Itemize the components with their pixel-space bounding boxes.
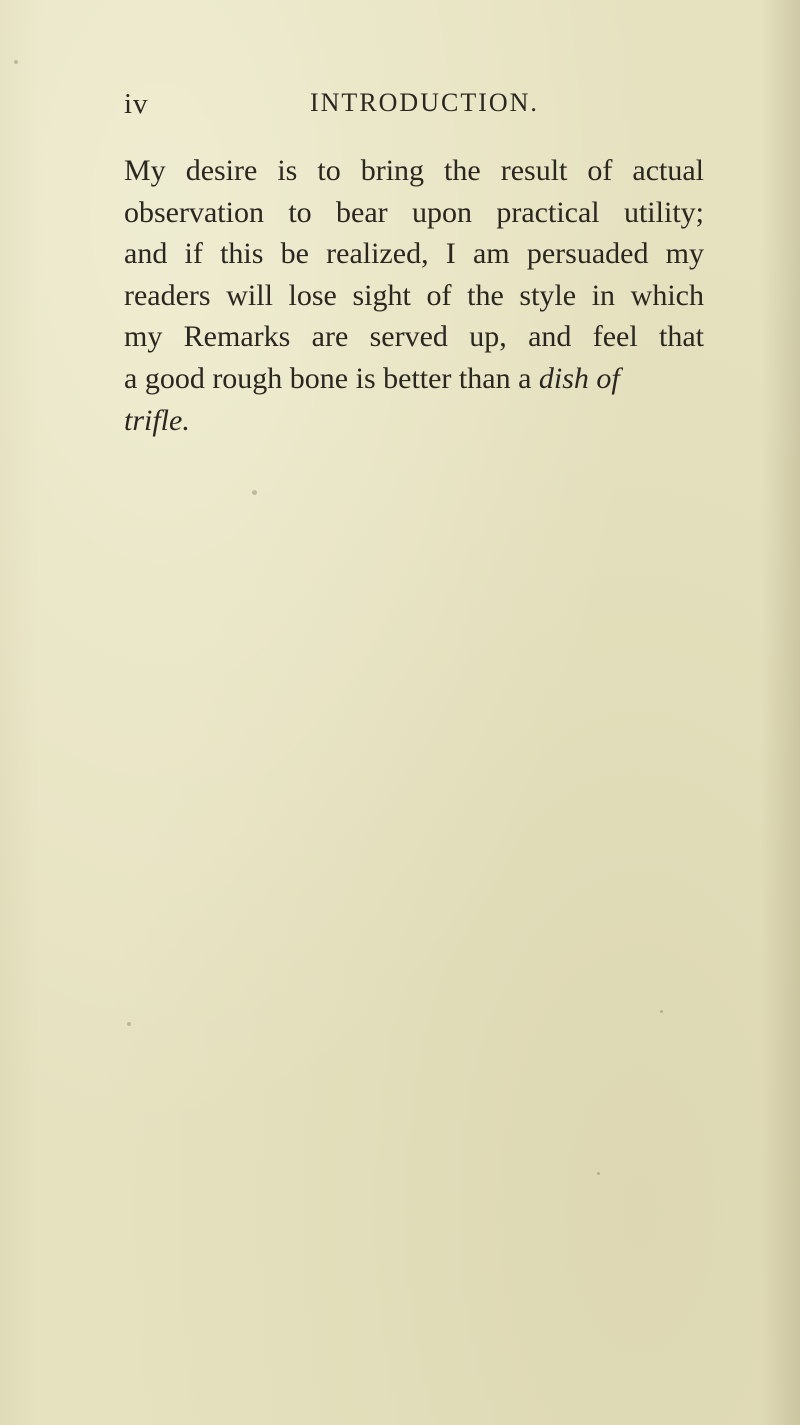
text-line-6 — [124, 358, 704, 400]
running-head — [124, 88, 684, 124]
text-line-4: readers will lose sight of the style in which — [124, 278, 704, 312]
text-line-7: trifle. — [124, 403, 190, 437]
text-line-2: observation to bear upon practical utility; — [124, 195, 704, 229]
text-line-5: my Remarks are served up, and feel that — [124, 320, 704, 354]
text-line-6-roman: a good rough bone is better than a — [124, 361, 532, 395]
text-line-3: and if this be realized, I am persuaded my — [124, 237, 704, 271]
page-number: iv — [124, 88, 149, 120]
body-paragraph — [124, 150, 704, 441]
running-title: INTRODUCTION. — [310, 88, 539, 117]
italic-phrase-dish-of: dish of — [538, 361, 620, 395]
text-line-1: My desire is to bring the result of actual — [124, 154, 704, 187]
